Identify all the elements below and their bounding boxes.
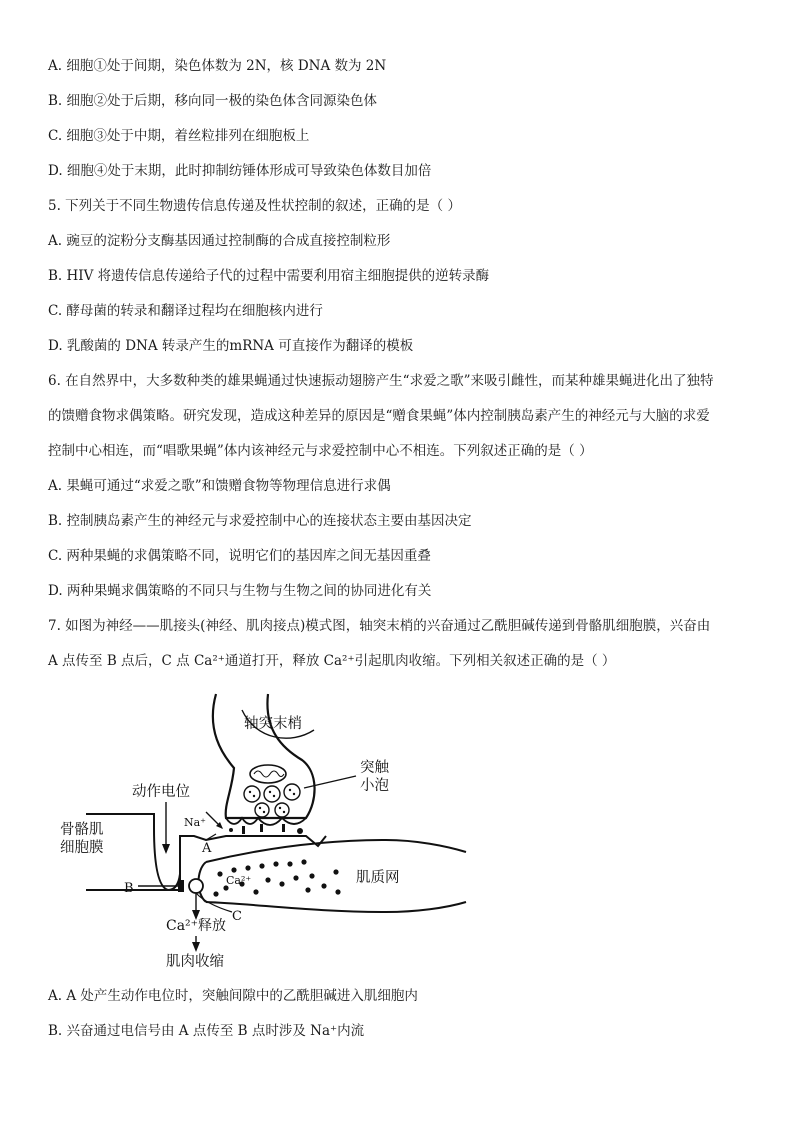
- label-axon-terminal: 轴突末梢: [244, 716, 302, 732]
- label-ca-release: Ca²⁺释放: [166, 918, 227, 934]
- q5-option-c: C. 酵母菌的转录和翻译过程均在细胞核内进行: [48, 303, 323, 319]
- label-na: Na⁺: [184, 816, 206, 829]
- q5-option-d: D. 乳酸菌的 DNA 转录产生的mRNA 可直接作为翻译的模板: [48, 338, 414, 354]
- label-vesicle-line-1: 突触: [360, 760, 389, 776]
- q4-option-c: C. 细胞③处于中期，着丝粒排列在细胞板上: [48, 128, 310, 144]
- q5-option-a: A. 豌豆的淀粉分支酶基因通过控制酶的合成直接控制粒形: [48, 233, 391, 249]
- q5-option-b: B. HIV 将遗传信息传递给子代的过程中需要利用宿主细胞提供的逆转录酶: [48, 268, 490, 284]
- q6-option-a: A. 果蝇可通过“求爱之歌”和馈赠食物等物理信息进行求偶: [48, 478, 391, 494]
- label-vesicle-line-2: 小泡: [360, 778, 389, 794]
- q6-stem-line-3: 控制中心相连，而“唱歌果蝇”体内该神经元与求爱控制中心不相连。下列叙述正确的是（ ）: [48, 443, 593, 459]
- label-sarcoplasmic-reticulum: 肌质网: [356, 870, 400, 886]
- calcium-channel: [178, 880, 184, 892]
- q6-option-c: C. 两种果蝇的求偶策略不同，说明它们的基因库之间无基因重叠: [48, 548, 431, 564]
- label-ca: Ca²⁺: [226, 874, 252, 887]
- label-point-b: B: [124, 881, 134, 896]
- q5-stem: 5. 下列关于不同生物遗传信息传递及性状控制的叙述，正确的是（ ）: [48, 198, 461, 214]
- q4-option-a: A. 细胞①处于间期，染色体数为 2N，核 DNA 数为 2N: [48, 58, 387, 74]
- label-point-c: C: [232, 909, 242, 924]
- synaptic-vesicles: [244, 784, 300, 817]
- q7-stem-line-2: A 点传至 B 点后，C 点 Ca²⁺通道打开，释放 Ca²⁺引起肌肉收缩。下列相关叙述正确的是（ ）: [48, 653, 616, 669]
- label-action-potential: 动作电位: [132, 784, 190, 800]
- q7-option-b: B. 兴奋通过电信号由 A 点传至 B 点时涉及 Na⁺内流: [48, 1023, 365, 1039]
- neuromuscular-junction-diagram: [56, 690, 476, 980]
- mitochondrion: [250, 765, 286, 783]
- q7-stem-line-1: 7. 如图为神经——肌接头(神经、肌肉接点)模式图，轴突末梢的兴奋通过乙酰胆碱传递到骨骼肌细胞膜，兴奋由: [48, 618, 711, 634]
- q6-stem-line-1: 6. 在自然界中，大多数种类的雄果蝇通过快速振动翅膀产生“求爱之歌”来吸引雌性，而某种雄果蝇进化出了独特: [48, 373, 714, 389]
- q4-option-d: D. 细胞④处于末期，此时抑制纺锤体形成可导致染色体数目加倍: [48, 163, 432, 179]
- q7-option-a: A. A 处产生动作电位时，突触间隙中的乙酰胆碱进入肌细胞内: [48, 988, 418, 1004]
- label-membrane-line-1: 骨骼肌: [60, 822, 104, 838]
- q6-option-d: D. 两种果蝇求偶策略的不同只与生物与生物之间的协同进化有关: [48, 583, 432, 599]
- q6-option-b: B. 控制胰岛素产生的神经元与求爱控制中心的连接状态主要由基因决定: [48, 513, 472, 529]
- q6-stem-line-2: 的馈赠食物求偶策略。研究发现，造成这种差异的原因是“赠食果蝇”体内控制胰岛素产生的神经元与大脑的求爱: [48, 408, 710, 424]
- label-muscle-contraction: 肌肉收缩: [166, 954, 224, 970]
- q4-option-b: B. 细胞②处于后期，移向同一极的染色体含同源染色体: [48, 93, 378, 109]
- label-point-a: A: [202, 841, 212, 856]
- label-membrane-line-2: 细胞膜: [60, 840, 104, 856]
- axon-terminal-shape: [213, 694, 315, 818]
